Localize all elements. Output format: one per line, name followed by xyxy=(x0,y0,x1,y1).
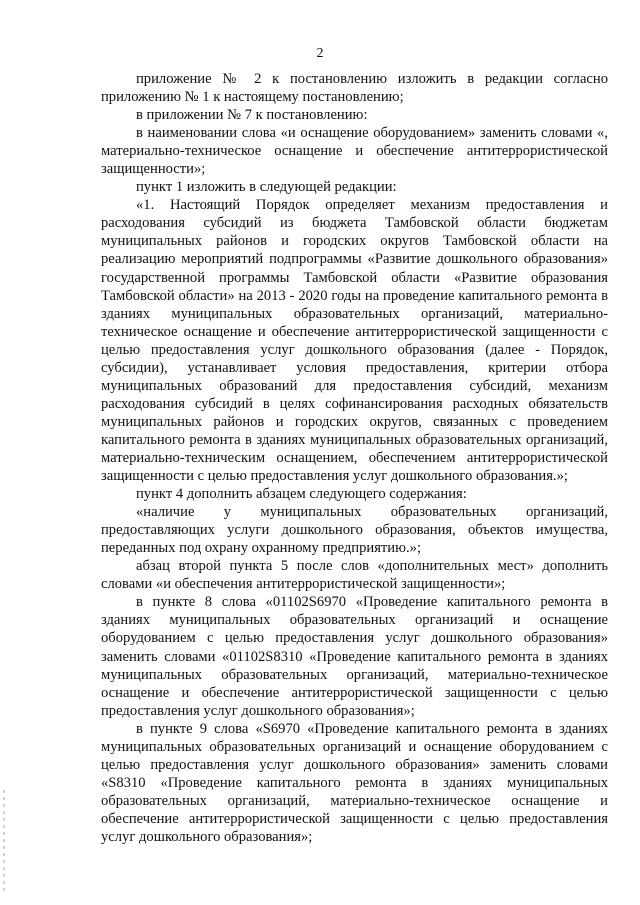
paragraph-item-9: в пункте 9 слова «S6970 «Проведение капитального ремонта в зданиях муниципальных образовательных организаций и оснащение оборудованием с целью предоставления услуг дошкольного образования» заменить словами «S8310 «Проведение капитального ремонта в зданиях муниципальных образовательных организаций, материально-техническое оснащение и обеспечение антитеррористической защищенности с целью предоставления услуг дошкольного образования»; xyxy=(101,720,608,845)
paragraph-item-8: в пункте 8 слова «01102S6970 «Проведение капитального ремонта в зданиях муниципальных образовательных организаций и оснащение оборудованием с целью предоставления услуг дошкольного образования» заменить словами «01102S8310 «Проведение капитального ремонта в зданиях муниципальных образовательных организаций, материально-техническое оснащение и обеспечение антитеррористической защищенности с целью предоставления услуг дошкольного образования»; xyxy=(101,594,608,719)
paragraph-title-change: в наименовании слова «и оснащение оборудованием» заменить словами «, материально-техническое оснащение и обеспечение антитеррористической защищенности»; xyxy=(101,125,608,178)
paragraph-appendix-2: приложение № 2 к постановлению изложить в редакции согласно приложению № 1 к настоящему постановлению; xyxy=(101,71,608,106)
paragraph-item-4-intro: пункт 4 дополнить абзацем следующего содержания: xyxy=(136,486,467,503)
paragraph-item-5: абзац второй пункта 5 после слов «дополнительных мест» дополнить словами «и обеспечения антитеррористической защищенности»; xyxy=(101,558,608,593)
paragraph-appendix-7: в приложении № 7 к постановлению: xyxy=(136,107,368,124)
scan-edge-artifact xyxy=(3,790,5,895)
paragraph-item-1-text: «1. Настоящий Порядок определяет механизм предоставления и расходования субсидий из бюджета Тамбовской области бюджетам муниципальных районов и городских округов Тамбовской области на реализацию мероприятий подпрограммы «Развитие дошкольного образования» государственной программы Тамбовской области «Развитие образования Тамбовской области» на 2013 - 2020 годы на проведение капитального ремонта в зданиях муниципальных образовательных организаций, материально-техническое оснащение и обеспечение антитеррористической защищенности с целью предоставления услуг дошкольного образования (далее - Порядок, субсидии), устанавливает условия предоставления, критерии отбора муниципальных образований для предоставления субсидий, механизм расходования субсидий в целях софинансирования расходных обязательств муниципальных районов и городских округов, связанных с проведением капитального ремонта в зданиях муниципальных образовательных организаций, материально-техническим оснащением, обеспечением антитеррористической защищенности с целью предоставления услуг дошкольного образования.»; xyxy=(101,197,608,485)
page-number: 2 xyxy=(316,46,324,61)
paragraph-item-4-text: «наличие у муниципальных образовательных организаций, предоставляющих услуги дошкольного образования, объектов имущества, переданных под охрану охранному предприятию.»; xyxy=(101,504,608,557)
document-body xyxy=(101,70,608,846)
paragraph-item-1-intro: пункт 1 изложить в следующей редакции: xyxy=(136,179,397,196)
